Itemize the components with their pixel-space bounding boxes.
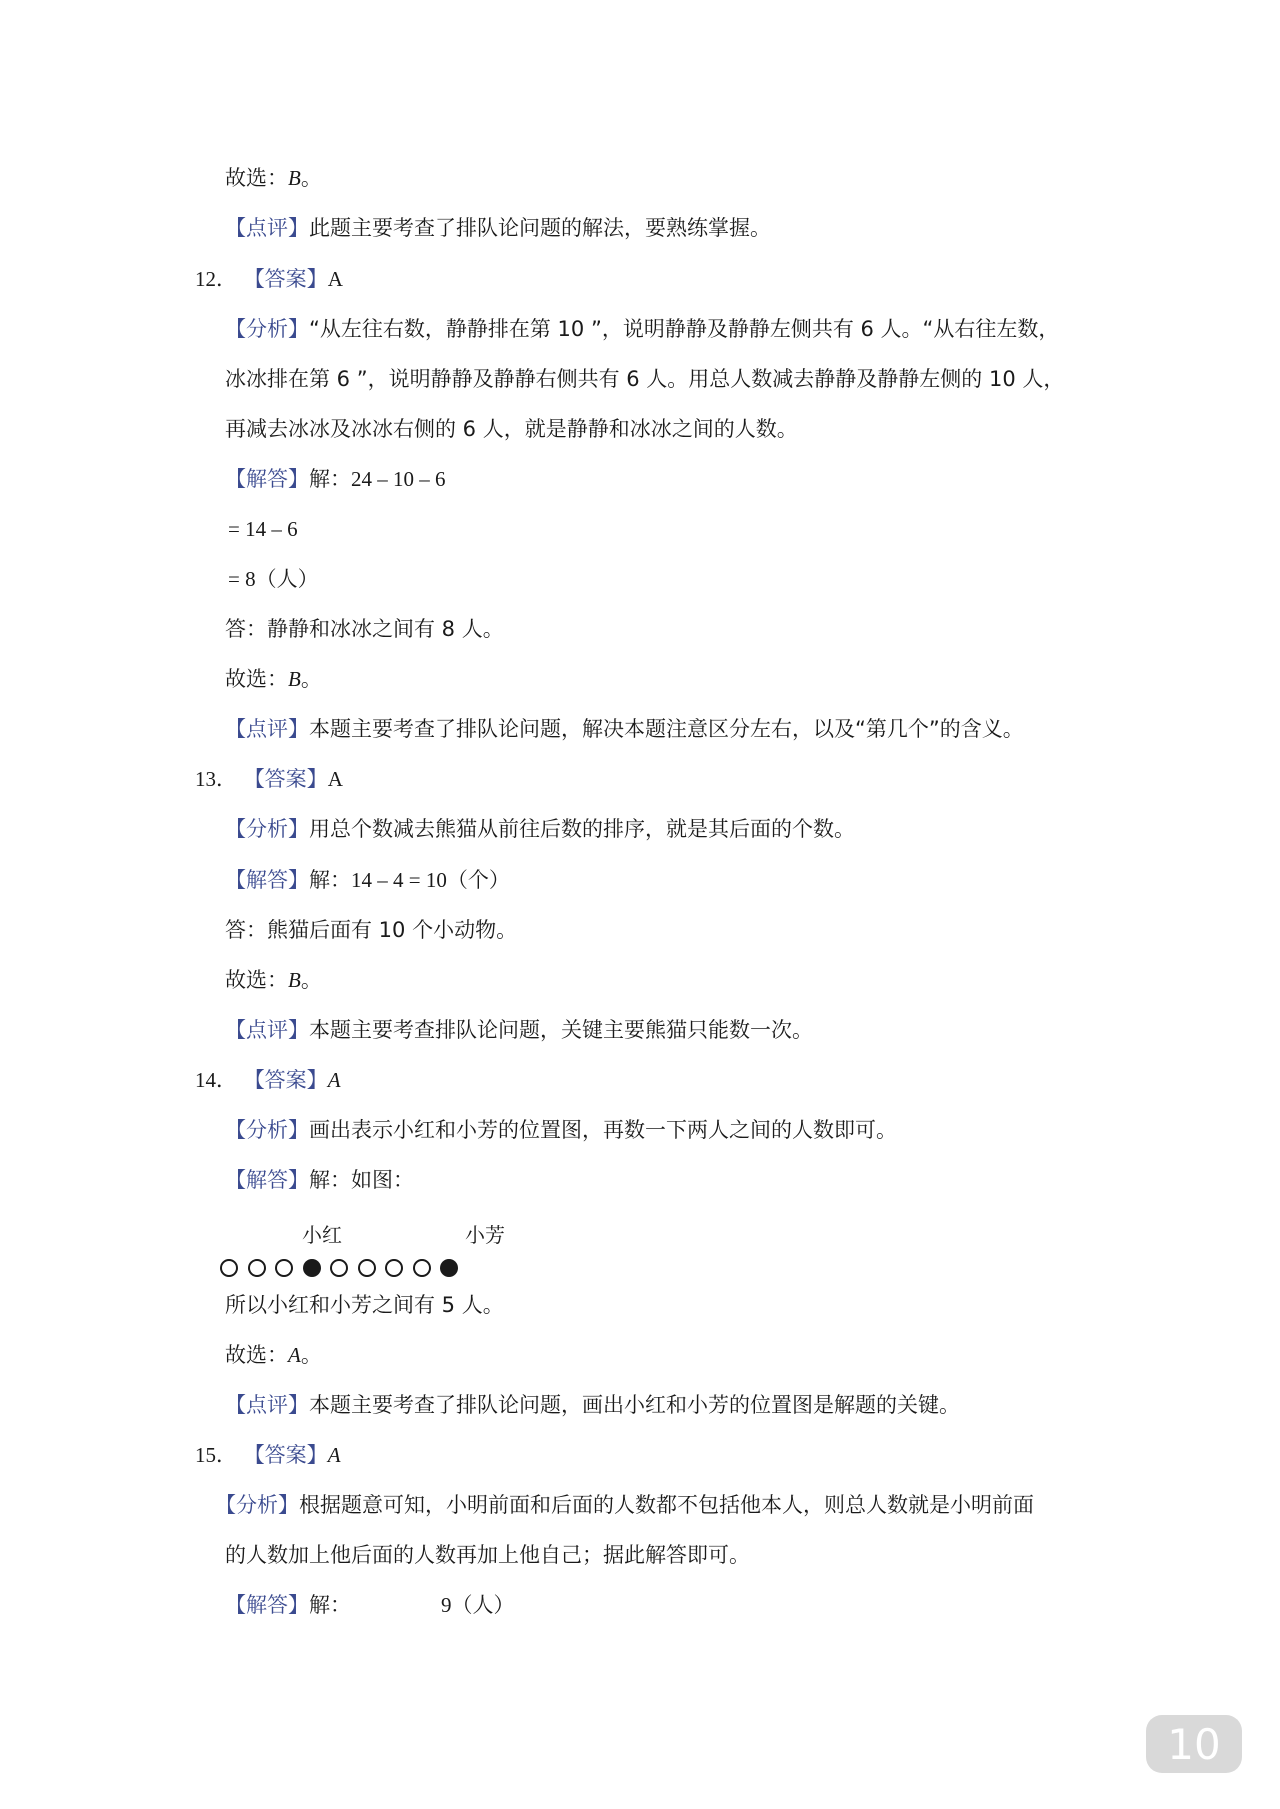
person-marked-dot — [440, 1259, 458, 1277]
person-dot — [330, 1259, 348, 1277]
q12-step-2: = 8（人） — [228, 567, 319, 591]
q13-analysis: 【分析】用总个数减去熊猫从前往后数的排序，就是其后面的个数。 — [225, 817, 855, 841]
q14-comment: 【点评】本题主要考查了排队论问题，画出小红和小芳的位置图是解题的关键。 — [225, 1393, 960, 1417]
q13-choice: 故选：B。 — [225, 968, 322, 992]
q12-reply: 答：静静和冰冰之间有 8 人。 — [225, 617, 504, 641]
q14-analysis: 【分析】画出表示小红和小芳的位置图，再数一下两人之间的人数即可。 — [225, 1118, 897, 1142]
q12-answer: 12． 【答案】A — [195, 267, 343, 291]
q13-comment: 【点评】本题主要考查排队论问题，关键主要熊猫只能数一次。 — [225, 1018, 813, 1042]
q13-solution: 【解答】解：14 – 4 = 10（个） — [225, 868, 510, 892]
person-dot — [275, 1259, 293, 1277]
q12-comment: 【点评】本题主要考查了排队论问题，解决本题注意区分左右，以及“第几个”的含义。 — [225, 717, 1024, 741]
q12-analysis-2: 冰冰排在第 6 ”，说明静静及静静右侧共有 6 人。用总人数减去静静及静静左侧的 10 人， — [225, 367, 1065, 391]
q12-step-1: = 14 – 6 — [228, 517, 298, 541]
q11-comment: 【点评】此题主要考查了排队论问题的解法，要熟练掌握。 — [225, 216, 771, 240]
q15-analysis-2: 的人数加上他后面的人数再加上他自己；据此解答即可。 — [225, 1543, 750, 1567]
q14-choice: 故选：A。 — [225, 1343, 322, 1367]
person-dot — [248, 1259, 266, 1277]
q12-analysis-1: 【分析】“从左往右数，静静排在第 10 ”，说明静静及静静左侧共有 6 人。“从右往左数， — [225, 317, 1060, 341]
q12-choice: 故选：B。 — [225, 667, 322, 691]
dot-row — [220, 1259, 520, 1285]
person-dot — [413, 1259, 431, 1277]
q15-solution: 【解答】解： 9（人） — [225, 1593, 515, 1617]
person-dot — [220, 1259, 238, 1277]
q15-analysis-1: 【分析】根据题意可知，小明前面和后面的人数都不包括他本人，则总人数就是小明前面 — [215, 1493, 1034, 1517]
q14-answer: 14． 【答案】A — [195, 1068, 341, 1092]
label-xiaofang: 小芳 — [465, 1223, 505, 1247]
position-diagram — [220, 1222, 520, 1290]
q13-reply: 答：熊猫后面有 10 个小动物。 — [225, 918, 518, 942]
page-number-badge: 10 — [1146, 1715, 1242, 1773]
person-marked-dot — [303, 1259, 321, 1277]
q14-solution: 【解答】解：如图： — [225, 1168, 414, 1192]
q13-answer: 13． 【答案】A — [195, 767, 343, 791]
q15-answer: 15． 【答案】A — [195, 1443, 341, 1467]
q12-analysis-3: 再减去冰冰及冰冰右侧的 6 人，就是静静和冰冰之间的人数。 — [225, 417, 798, 441]
person-dot — [358, 1259, 376, 1277]
label-xiaohong: 小红 — [302, 1223, 342, 1247]
person-dot — [385, 1259, 403, 1277]
q11-choice: 故选：B。 — [225, 166, 322, 190]
q14-reply: 所以小红和小芳之间有 5 人。 — [225, 1293, 504, 1317]
q12-solution: 【解答】解：24 – 10 – 6 — [225, 467, 446, 491]
